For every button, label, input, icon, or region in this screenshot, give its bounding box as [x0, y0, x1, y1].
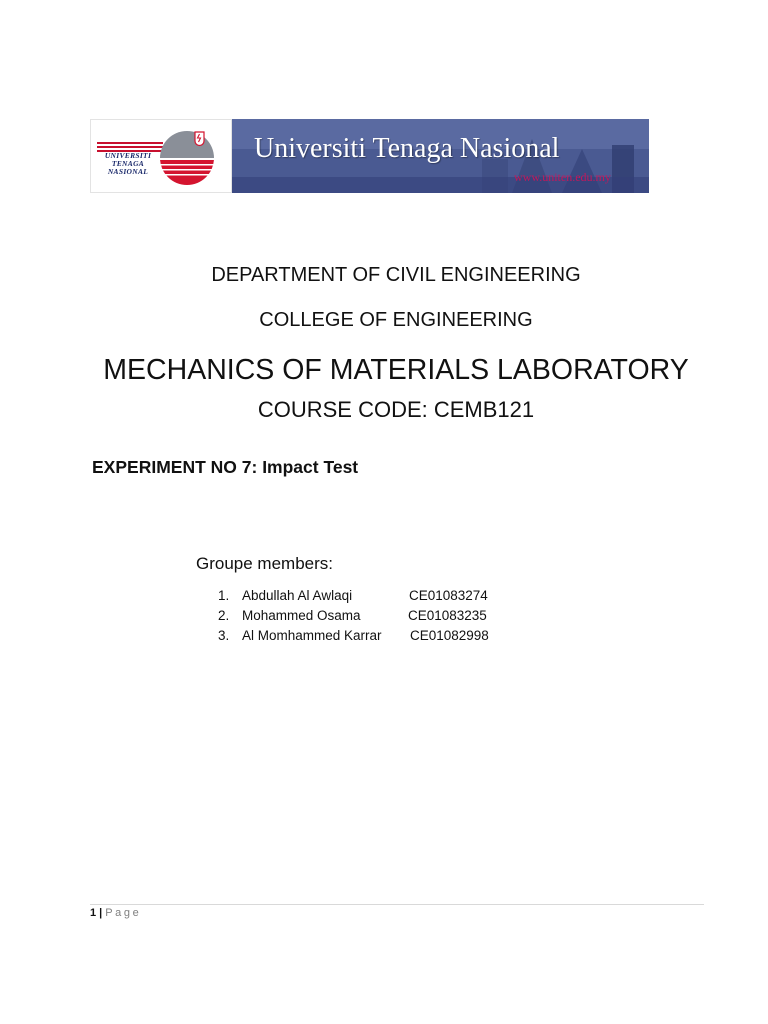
lab-title: MECHANICS OF MATERIALS LABORATORY [103, 354, 689, 386]
campus-photo-banner [232, 119, 649, 193]
university-banner [90, 119, 649, 193]
footer-separator: | [99, 907, 103, 919]
member-number: 2. [218, 608, 230, 623]
experiment-label: EXPERIMENT NO 7: [92, 457, 258, 477]
member-id: CE01083274 [409, 588, 488, 603]
page-footer [90, 907, 141, 919]
footer-divider [90, 904, 704, 905]
member-id: CE01082998 [410, 628, 489, 643]
banner-title: Universiti Tenaga Nasional [254, 133, 560, 164]
college-heading: COLLEGE OF ENGINEERING [259, 309, 533, 331]
member-name: Al Momhammed Karrar [242, 628, 382, 643]
experiment-heading [92, 457, 358, 478]
member-number: 3. [218, 628, 230, 643]
experiment-title: Impact Test [262, 457, 359, 477]
logo-emblem-icon [159, 124, 215, 190]
university-logo [90, 119, 232, 193]
member-number: 1. [218, 588, 230, 603]
member-name: Abdullah Al Awlaqi [242, 588, 353, 603]
member-name: Mohammed Osama [242, 608, 361, 623]
logo-text-line-2: TENAGA [111, 159, 145, 168]
banner-url: www.uniten.edu.my [514, 170, 611, 184]
department-heading: DEPARTMENT OF CIVIL ENGINEERING [211, 264, 581, 286]
member-id: CE01083235 [408, 608, 487, 623]
members-heading: Groupe members: [196, 554, 333, 573]
course-code: COURSE CODE: CEMB121 [257, 397, 535, 422]
logo-text-line-3: NASIONAL [107, 167, 149, 176]
logo-text-line-1: UNIVERSITI [104, 151, 152, 160]
page-label: Page [105, 907, 142, 919]
logo-text [95, 152, 161, 176]
page-number: 1 [90, 907, 97, 919]
